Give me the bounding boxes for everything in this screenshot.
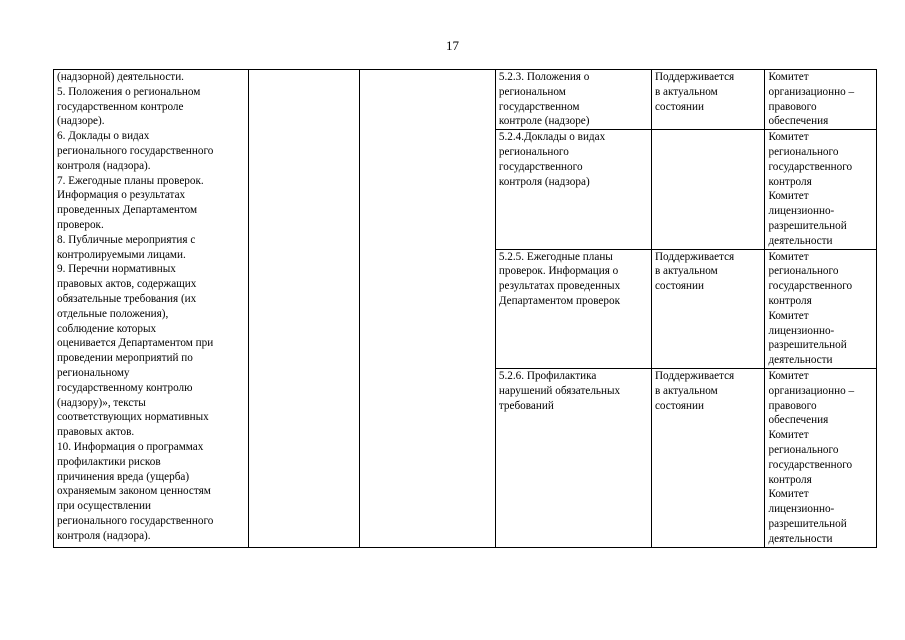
text-line: регионального	[498, 145, 569, 158]
responsible-cell	[765, 130, 877, 249]
text-line: регионального	[768, 265, 839, 278]
item-cell	[495, 130, 651, 249]
text-line: правового	[768, 100, 817, 113]
text-line: лицензионно-	[768, 324, 835, 337]
text-line: Комитет	[768, 488, 809, 501]
text-line: государственном контроле	[57, 100, 184, 113]
text-line: деятельности	[768, 532, 833, 545]
text-line: контроля	[768, 175, 812, 188]
text-line: регионального государственного	[57, 514, 214, 527]
text-line: Комитет	[768, 131, 809, 144]
text-line: организационно –	[768, 85, 855, 98]
text-line: нарушений обязательных	[498, 384, 621, 397]
text-line: 9. Перечни нормативных	[57, 263, 176, 276]
text-line: регионального государственного	[57, 144, 214, 157]
text-line: обеспечения	[768, 414, 829, 427]
text-line: Информация о результатах	[57, 189, 186, 202]
information-list-cell	[54, 70, 249, 548]
text-line: организационно –	[768, 384, 855, 397]
item-cell	[495, 249, 651, 368]
text-line: проверок. Информация о	[498, 265, 619, 278]
text-line: Комитет	[768, 429, 809, 442]
text-line: разрешительной	[768, 517, 847, 530]
text-line: Комитет	[768, 190, 809, 203]
text-line: разрешительной	[768, 339, 847, 352]
text-line: состоянии	[654, 399, 705, 412]
text-line: оценивается Департаментом при	[57, 337, 214, 350]
text-line: 5.2.4.Доклады о видах	[498, 131, 606, 144]
text-line: Комитет	[768, 71, 809, 83]
responsible-cell	[765, 70, 877, 130]
text-line: Поддерживается	[654, 369, 735, 382]
responsible-cell	[765, 368, 877, 547]
text-line: охраняемым законом ценностям	[57, 485, 211, 498]
status-cell	[651, 130, 765, 249]
text-line: контролируемыми лицами.	[57, 248, 186, 261]
text-line: государственного	[768, 160, 853, 173]
text-line: 6. Доклады о видах	[57, 130, 150, 143]
text-line: региональном	[498, 85, 566, 98]
text-line: причинения вреда (ущерба)	[57, 470, 190, 483]
text-line: контроля	[768, 473, 812, 486]
text-line: состоянии	[654, 100, 705, 113]
document-table	[53, 69, 877, 548]
text-line: региональному	[57, 366, 130, 379]
text-line: правового	[768, 399, 817, 412]
responsible-cell	[765, 249, 877, 368]
status-cell	[651, 368, 765, 547]
text-line: (надзору)», тексты	[57, 396, 146, 409]
text-line: в актуальном	[654, 265, 718, 278]
table-row	[54, 70, 877, 130]
text-line: 8. Публичные мероприятия с	[57, 233, 196, 246]
text-line: обязательные требования (их	[57, 292, 197, 305]
text-line: 5. Положения о региональном	[57, 85, 201, 98]
text-line: разрешительной	[768, 219, 847, 232]
text-line: проведенных Департаментом	[57, 204, 198, 217]
text-line: лицензионно-	[768, 205, 835, 218]
text-line: Поддерживается	[654, 71, 735, 83]
text-line: деятельности	[768, 234, 833, 247]
text-line: состоянии	[654, 280, 705, 293]
text-line: государственному контролю	[57, 381, 193, 394]
text-line: контроля (надзора).	[57, 159, 151, 172]
text-line: отдельные положения),	[57, 307, 169, 320]
text-line: Комитет	[768, 250, 809, 263]
empty-cell	[248, 70, 359, 548]
text-line: государственного	[768, 280, 853, 293]
text-line: правовых актов, содержащих	[57, 278, 197, 291]
item-cell	[495, 70, 651, 130]
text-line: Департаментом проверок	[498, 294, 621, 307]
text-line: регионального	[768, 145, 839, 158]
text-line: 5.2.5. Ежегодные планы	[498, 250, 613, 263]
text-line: правовых актов.	[57, 426, 135, 439]
text-line: в актуальном	[654, 85, 718, 98]
text-line: требований	[498, 399, 554, 412]
text-line: государственного	[498, 160, 583, 173]
page-number: 17	[446, 38, 459, 53]
text-line: государственном	[498, 100, 580, 113]
text-line: результатах проведенных	[498, 280, 621, 293]
text-line: соответствующих нормативных	[57, 411, 209, 424]
item-cell	[495, 368, 651, 547]
empty-cell	[360, 70, 496, 548]
text-line: (надзоре).	[57, 115, 105, 128]
text-line: в актуальном	[654, 384, 718, 397]
text-line: Комитет	[768, 369, 809, 382]
text-line: 10. Информация о программах	[57, 440, 204, 453]
text-line: при осуществлении	[57, 500, 152, 513]
status-cell	[651, 70, 765, 130]
text-line: проверок.	[57, 218, 104, 231]
text-line: 7. Ежегодные планы проверок.	[57, 174, 204, 187]
text-line: (надзорной) деятельности.	[57, 71, 184, 83]
text-line: контроля	[768, 294, 812, 307]
text-line: профилактики рисков	[57, 455, 161, 468]
text-line: лицензионно-	[768, 503, 835, 516]
text-line: Комитет	[768, 309, 809, 322]
text-line: 5.2.6. Профилактика	[498, 369, 597, 382]
text-line: проведении мероприятий по	[57, 352, 193, 365]
text-line: Поддерживается	[654, 250, 735, 263]
text-line: государственного	[768, 458, 853, 471]
text-line: регионального	[768, 443, 839, 456]
text-line: соблюдение которых	[57, 322, 157, 335]
text-line: контроля (надзора)	[498, 175, 590, 188]
status-cell	[651, 249, 765, 368]
text-line: 5.2.3. Положения о	[498, 71, 590, 83]
text-line: контроля (надзора).	[57, 529, 151, 542]
text-line: обеспечения	[768, 115, 829, 128]
text-line: контроле (надзоре)	[498, 115, 590, 128]
text-line: деятельности	[768, 354, 833, 367]
